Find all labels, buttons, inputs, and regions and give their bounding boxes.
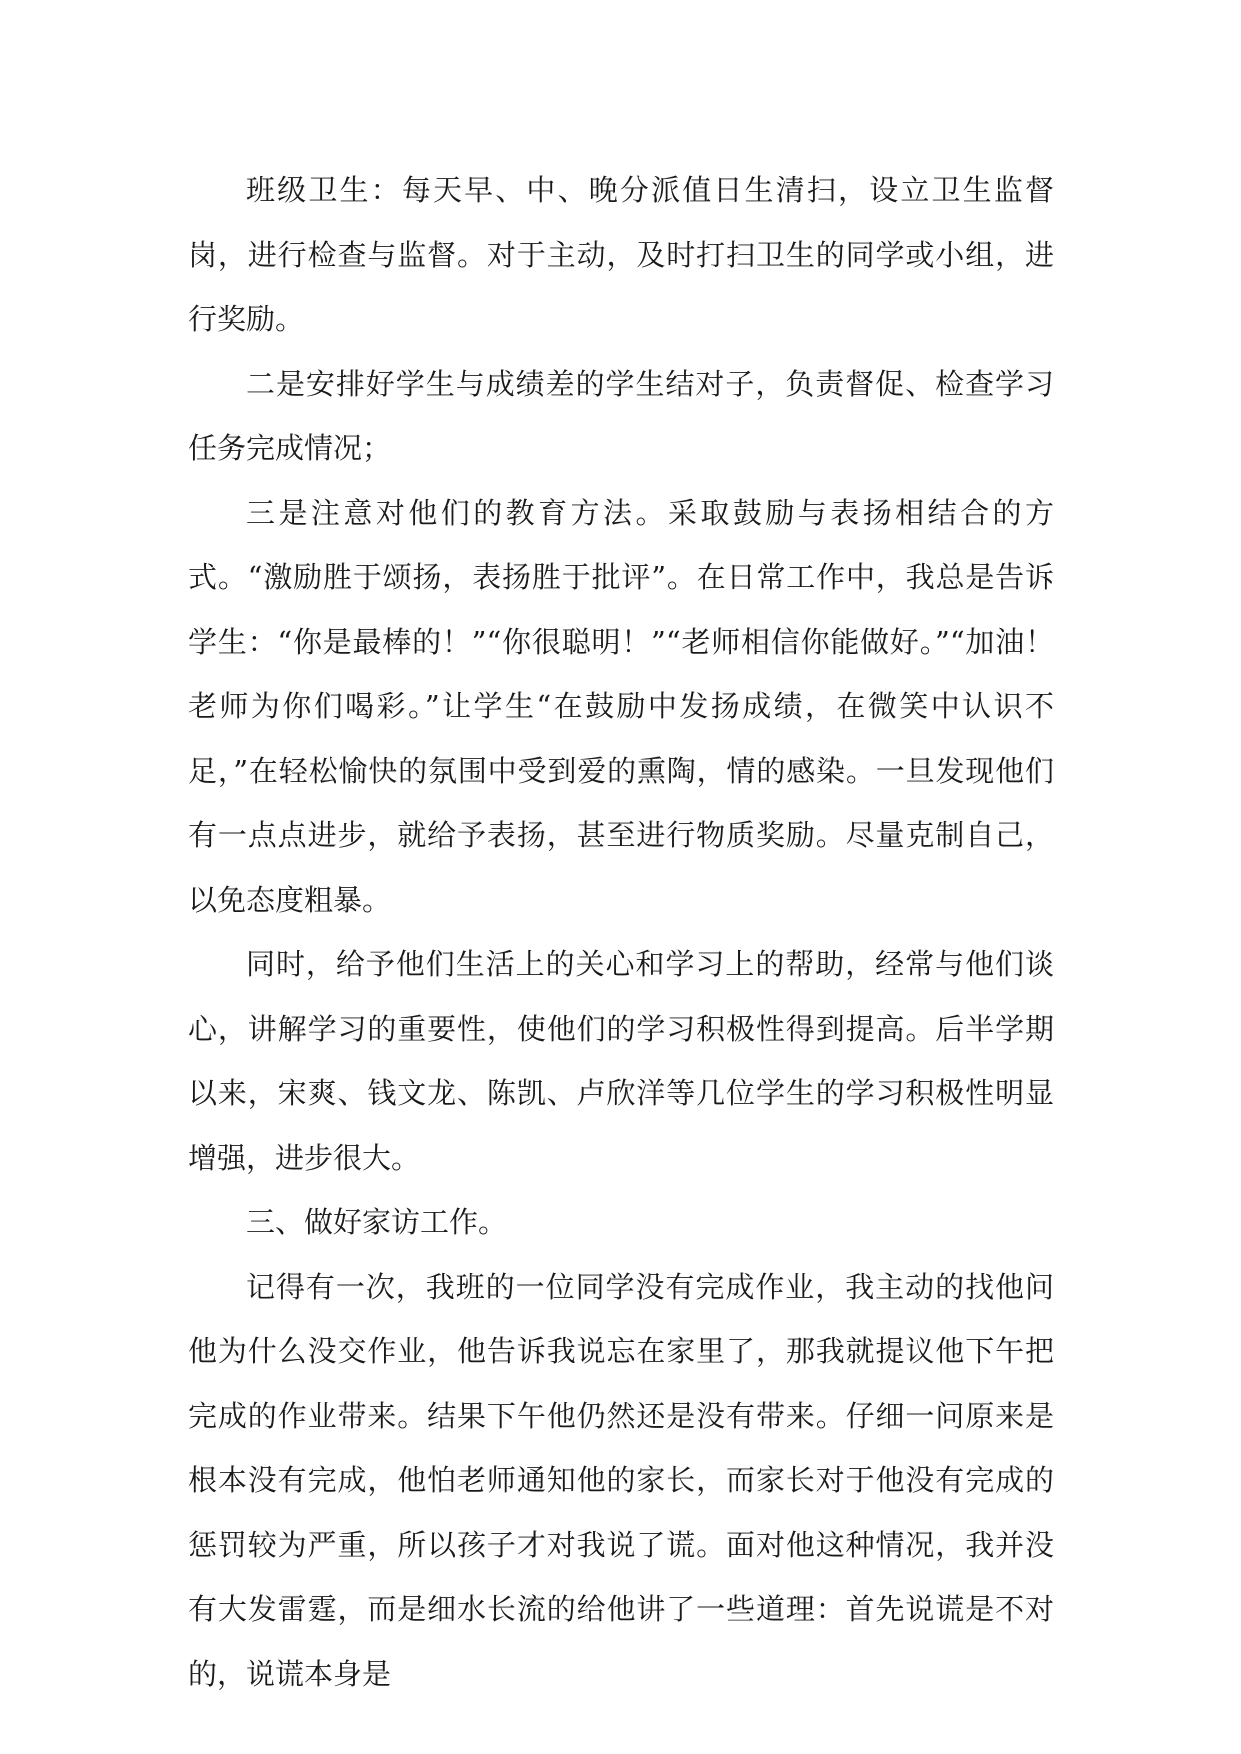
paragraph-education-method: 三是注意对他们的教育方法。采取鼓励与表扬相结合的方式。“激励胜于颂扬，表扬胜于批评”。在日常工作中，我总是告诉学生：“你是最棒的！”“你很聪明！”“老师相信你能做好。”“加油！老师为你们喝彩。”让学生“在鼓励中发扬成绩，在微笑中认识不足，”在轻松愉快的氛围中受到爱的熏陶，情的感染。一旦发现他们有一点点进步，就给予表扬，甚至进行物质奖励。尽量克制自己，以免态度粗暴。 — [188, 495, 1054, 917]
paragraph-class-hygiene: 班级卫生：每天早、中、晚分派值日生清扫，设立卫生监督岗，进行检查与监督。对于主动，及时打扫卫生的同学或小组，进行奖励。 — [188, 173, 1054, 336]
paragraph-pairing: 二是安排好学生与成绩差的学生结对子，负责督促、检查学习任务完成情况； — [188, 366, 1054, 465]
section-heading-home-visits: 三、做好家访工作。 — [246, 1205, 508, 1239]
paragraph-homework-story: 记得有一次，我班的一位同学没有完成作业，我主动的找他问他为什么没交作业，他告诉我说忘在家里了，那我就提议他下午把完成的作业带来。结果下午他仍然还是没有带来。仔细一问原来是根本没有完成，他怕老师通知他的家长，而家长对于他没有完成的惩罚较为严重，所以孩子才对我说了谎。面对他这种情况，我并没有大发雷霆，而是细水长流的给他讲了一些道理：首先说谎是不对的，说谎本身是 — [188, 1269, 1054, 1691]
paragraph-care-and-help: 同时，给予他们生活上的关心和学习上的帮助，经常与他们谈心，讲解学习的重要性，使他们的学习积极性得到提高。后半学期以来，宋爽、钱文龙、陈凯、卢欣洋等几位学生的学习积极性明显增强，进步很大。 — [188, 947, 1054, 1175]
document-body — [188, 158, 1054, 1706]
